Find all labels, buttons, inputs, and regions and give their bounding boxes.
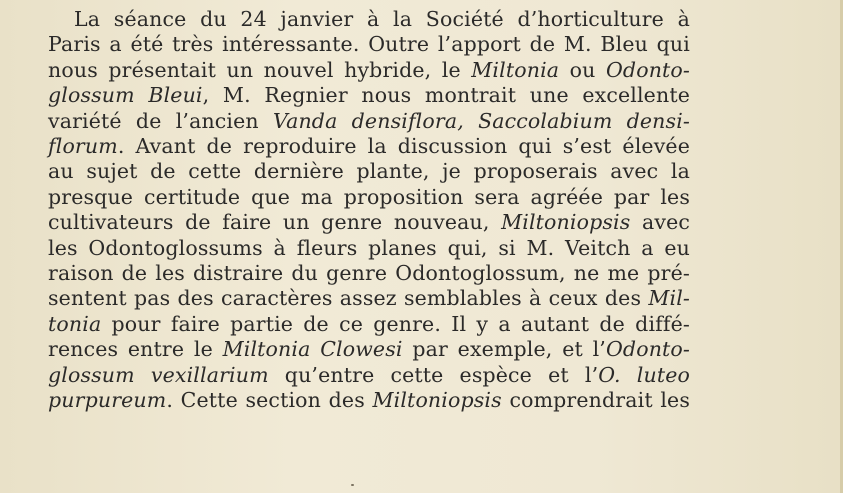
text-line [48,363,690,388]
text-line [48,236,690,261]
italic-text-segment: Miltoniopsis [501,210,631,235]
text-line [48,210,690,235]
italic-text-segment: glossum Bleui [48,83,203,108]
italic-text-segment: Miltonia [471,57,560,82]
italic-text-segment: glossum vexillarium [48,362,269,387]
text-line [48,109,690,134]
italic-text-segment: Miltoniopsis [372,388,502,413]
text-line [48,388,690,413]
italic-text-segment: Odonto- [605,337,690,362]
text-line [48,337,690,362]
text-segment: presque certitude que ma proposition sera agréée par les [48,184,690,209]
text-segment: comprendrait les [501,388,690,413]
text-line [48,58,690,83]
italic-text-segment: Vanda densiflora, Saccolabium densi- [273,108,690,133]
text-segment: . Avant de reproduire la discussion qui s’est élevée [117,134,690,159]
text-line [48,159,690,184]
text-segment: La séance du 24 janvier à la Société d’horticulture à [74,7,690,31]
text-segment: sentent pas des caractères assez semblables à ceux des [48,286,649,311]
text-segment: rences entre le [48,337,223,362]
text-line [48,185,690,210]
italic-text-segment: Mil- [648,286,690,311]
text-line [48,134,690,159]
text-segment: par exemple, et l’ [402,337,606,362]
text-line [48,312,690,337]
ink-speck [351,484,354,486]
text-segment: pour faire partie de ce genre. Il y a autant de diffé- [101,311,690,336]
italic-text-segment: O. luteo [598,362,691,387]
text-segment: avec [630,210,691,235]
text-line [48,83,690,108]
text-segment: . Cette section des [166,388,373,413]
italic-text-segment: purpureum [48,388,167,413]
text-line [48,286,690,311]
text-segment: les Odontoglossums à fleurs planes qui, si M. Veitch a eu [48,235,690,260]
italic-text-segment: Miltonia Clowesi [222,337,403,362]
text-segment: ou [559,57,606,82]
italic-text-segment: tonia [48,311,102,336]
text-segment: , M. Regnier nous montrait une excellente [202,83,690,108]
italic-text-segment: florum [48,134,118,159]
text-line [48,32,690,57]
body-paragraph [48,7,690,414]
text-line [48,7,690,32]
text-segment: nous présentait un nouvel hybride, le [48,57,472,82]
text-segment: Paris a été très intéressante. Outre l’apport de M. Bleu qui [48,32,690,57]
text-segment: raison de les distraire du genre Odontoglossum, ne me pré- [48,261,690,286]
text-segment: cultivateurs de faire un genre nouveau, [48,210,502,235]
text-segment: variété de l’ancien [48,108,273,133]
text-line [48,261,690,286]
text-segment: qu’entre cette espèce et l’ [268,362,599,387]
italic-text-segment: Odonto- [605,57,690,82]
text-segment: au sujet de cette dernière plante, je proposerais avec la [48,159,690,184]
